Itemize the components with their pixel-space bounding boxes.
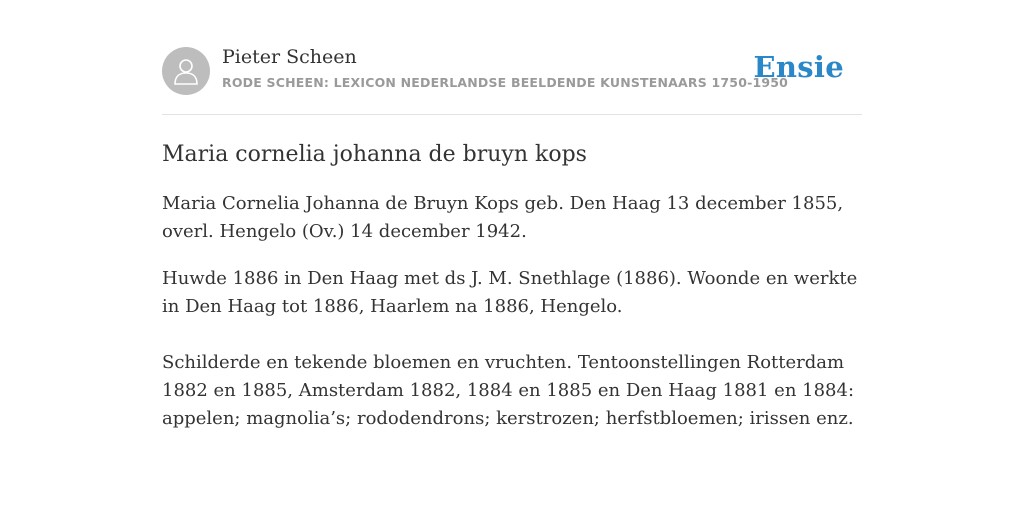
author-avatar[interactable] xyxy=(162,47,210,95)
author-name[interactable]: Pieter Scheen xyxy=(222,46,357,68)
article-card xyxy=(162,46,862,433)
article-paragraph-1: Maria Cornelia Johanna de Bruyn Kops geb. Den Haag 13 december 1855, overl. Hengelo (Ov.) 14 december 1942. xyxy=(162,193,844,242)
source-title[interactable]: RODE SCHEEN: LEXICON NEDERLANDSE BEELDENDE KUNSTENAARS 1750-1950 xyxy=(222,75,789,90)
article-header xyxy=(162,46,862,114)
article-paragraph-3: Schilderde en tekende bloemen en vruchten. Tentoonstellingen Rotterdam 1882 en 1885, Amsterdam 1882, 1884 en 1885 en Den Haag 1881 en 1884: appelen; magnolia’s; rododendrons; kerstrozen; herfstbloemen; irissen enz. xyxy=(162,352,855,429)
article-paragraph-2: Huwde 1886 in Den Haag met ds J. M. Snethlage (1886). Woonde en werkte in Den Haag tot 1886, Haarlem na 1886, Hengelo. xyxy=(162,268,858,317)
article-title: Maria cornelia johanna de bruyn kops xyxy=(162,142,587,167)
ensie-logo[interactable]: Ensie xyxy=(753,50,844,84)
header-divider xyxy=(162,114,862,115)
user-silhouette-icon xyxy=(173,57,199,85)
